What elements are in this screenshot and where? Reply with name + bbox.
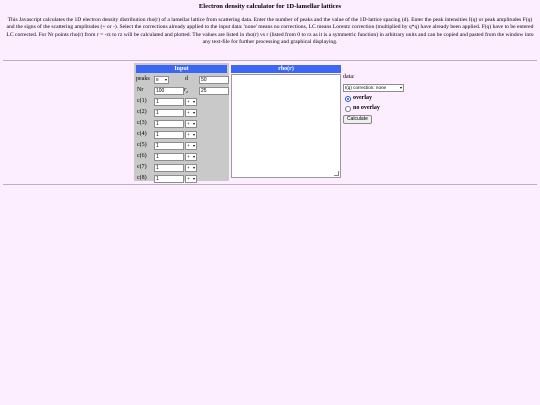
- d-input[interactable]: 50: [199, 76, 229, 84]
- chevron-down-icon: ▾: [164, 77, 167, 82]
- coefficient-input[interactable]: 1: [154, 175, 184, 183]
- no-overlay-radio[interactable]: [345, 106, 351, 112]
- overlay-radio[interactable]: [345, 96, 351, 102]
- chevron-down-icon: ▾: [192, 99, 195, 104]
- coefficient-label: c(1): [137, 98, 147, 104]
- page-title: Electron density calculator for 1D-lamellar lattices: [198, 3, 342, 10]
- coefficient-input[interactable]: 1: [154, 142, 184, 150]
- chevron-down-icon: ▾: [399, 85, 402, 90]
- coefficient-input[interactable]: 1: [154, 109, 184, 117]
- coefficient-label: c(2): [137, 109, 147, 115]
- data-label: data:: [343, 74, 355, 80]
- sign-select-value: +: [187, 143, 190, 148]
- chevron-down-icon: ▾: [192, 165, 195, 170]
- sign-select[interactable]: [185, 142, 197, 150]
- coefficient-input[interactable]: 1: [154, 98, 184, 106]
- coefficient-input[interactable]: 1: [154, 131, 184, 139]
- peaks-select-value: 8: [156, 77, 159, 82]
- nr-input[interactable]: 100: [154, 87, 184, 95]
- resize-handle-icon[interactable]: [334, 171, 339, 176]
- peaks-label: peaks: [136, 76, 150, 82]
- sign-select[interactable]: [185, 164, 197, 172]
- sign-select-value: +: [187, 99, 190, 104]
- sign-select-value: +: [187, 176, 190, 181]
- no-overlay-label: no overlay: [353, 105, 380, 111]
- sign-select-value: +: [187, 165, 190, 170]
- calculate-button[interactable]: Calculate: [343, 115, 372, 124]
- chevron-down-icon: ▾: [192, 110, 195, 115]
- coefficient-label: c(3): [137, 120, 147, 126]
- sign-select[interactable]: [185, 153, 197, 161]
- peaks-select[interactable]: [154, 76, 169, 84]
- correction-select-value: I(q) correction: none: [345, 85, 387, 90]
- coefficient-label: c(5): [137, 142, 147, 148]
- sign-select[interactable]: [185, 131, 197, 139]
- coefficient-label: c(7): [137, 164, 147, 170]
- rz-label-sub: z: [186, 89, 188, 95]
- divider-bottom: [3, 184, 537, 185]
- sign-select[interactable]: [185, 175, 197, 183]
- coefficient-input[interactable]: 1: [154, 164, 184, 172]
- chevron-down-icon: ▾: [192, 154, 195, 159]
- chevron-down-icon: ▾: [192, 176, 195, 181]
- coefficient-input[interactable]: 1: [154, 120, 184, 128]
- chevron-down-icon: ▾: [192, 132, 195, 137]
- rz-label-r: r: [184, 87, 187, 93]
- sign-select[interactable]: [185, 109, 197, 117]
- coefficient-label: c(4): [137, 131, 147, 137]
- coefficient-input[interactable]: 1: [154, 153, 184, 161]
- divider-top: [3, 60, 537, 61]
- sign-select[interactable]: [185, 98, 197, 106]
- sign-select[interactable]: [185, 120, 197, 128]
- chevron-down-icon: ▾: [192, 121, 195, 126]
- chevron-down-icon: ▾: [192, 143, 195, 148]
- rz-input[interactable]: 25: [199, 87, 229, 95]
- sign-select-value: +: [187, 121, 190, 126]
- rho-panel-header: rho(r): [231, 65, 341, 73]
- page-description: This Javascript calculates the 1D electron density distribution rho(r) of a lamellar lattice from scattering data. Enter the number of peaks and the value of the 1D-lattice spacing (d). Enter the peak intensities I(q) or peak amplitudes F(q) and the signs of the scattering amplitudes (+ or -). Select the corrections already applied to the input data: 'none' means no corrections, LC means Lorentz correction (multiplied by q*q) have already been applied. F(q) have to be entered LC corrected. For Nr points rho(r) from r = -rz to rz will be calculated and plotted. The values are listed in rho(r) vs r (listed from 0 to rz as it is a symmetric function) in arbitrary units and can be copied and pasted from the window into any text-file for further processing and graphical displaying.: [6, 17, 534, 46]
- sign-select-value: +: [187, 110, 190, 115]
- rz-label: [184, 87, 188, 95]
- sign-select-value: +: [187, 132, 190, 137]
- nr-label: Nr: [137, 87, 144, 93]
- d-label: d: [185, 76, 188, 82]
- coefficient-label: c(8): [137, 175, 147, 181]
- coefficient-label: c(6): [137, 153, 147, 159]
- sign-select-value: +: [187, 154, 190, 159]
- correction-select[interactable]: [343, 84, 404, 92]
- overlay-label: overlay: [353, 95, 372, 101]
- input-panel-header: Input: [136, 65, 227, 73]
- rho-output-textarea[interactable]: [231, 74, 341, 178]
